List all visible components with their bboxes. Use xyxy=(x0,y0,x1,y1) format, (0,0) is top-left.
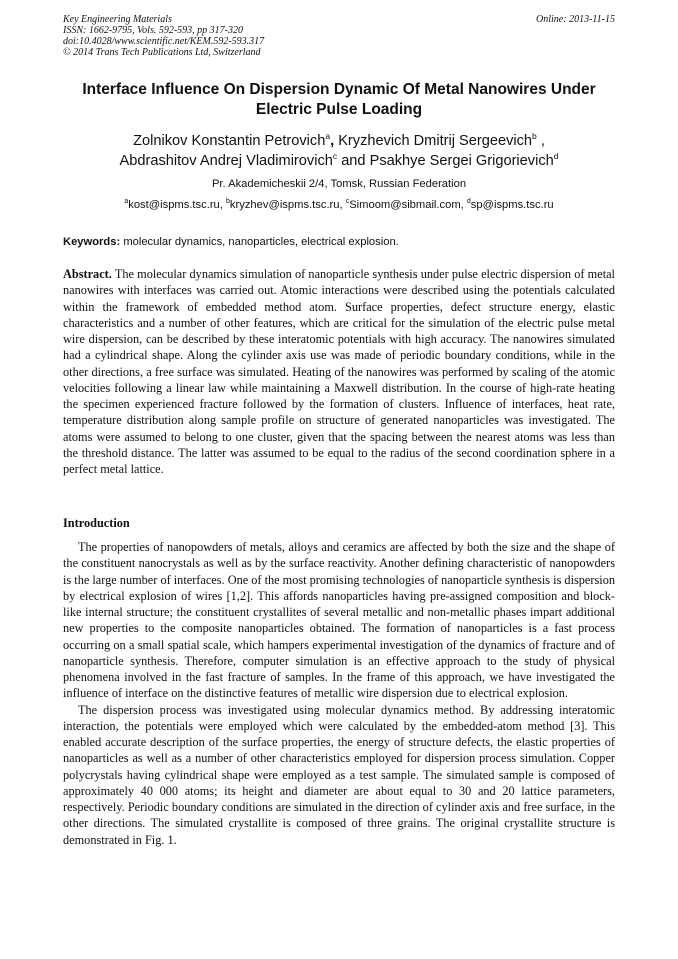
author-name: Abdrashitov Andrej Vladimirovich xyxy=(119,153,333,169)
author-name: Kryzhevich Dmitrij Sergeevich xyxy=(338,133,533,149)
online-date: Online: 2013-11-15 xyxy=(536,14,615,25)
affiliation-marker: a xyxy=(325,131,331,141)
affiliation-marker: b xyxy=(532,131,537,141)
email-marker: b xyxy=(226,198,230,205)
affiliation-address: Pr. Akademicheskii 2/4, Tomsk, Russian Federation xyxy=(211,178,467,190)
paragraph: The properties of nanopowders of metals, alloys and ceramics are affected by both the size and the shape of the constituent nanocrystals as well as by the surface reactivity. Another defining characteristic of nanopowders is the large number of interfaces. One of the most promising technologies of nanoparticle synthesis is dispersion by electrical explosion of wires [1,2]. This affords nanoparticles having pre-assigned composition and block-like internal structure; the constituent crystallites of several metallic and non-metallic phases impart additional new properties to the composite nanoparticles obtained. The formation of nanoparticles is a fast process occurring on a small spatial scale, which hampers experimental investigation of the dynamics of fracture and of nanoparticle synthesis. Therefore, computer simulation is an effective approach to the study of physical phenomena involved in the fast fracture of samples. In the frame of this approach, we have investigated the influence of interface on the distinctive features of metallic wire dispersion due to electrical explosion. xyxy=(63,540,615,701)
paper-title: Interface Influence On Dispersion Dynamic Of Metal Nanowires Under Electric Pulse Loading xyxy=(82,81,596,118)
keywords-block xyxy=(63,235,615,249)
affiliation-marker: d xyxy=(553,151,559,161)
email-address: kost@ispms.tsc.ru, xyxy=(128,199,223,211)
email-address: Simoom@sibmail.com, xyxy=(349,199,464,211)
doi-line: doi:10.4028/www.scientific.net/KEM.592-593.317 xyxy=(63,36,265,47)
affiliation-marker: c xyxy=(332,151,338,161)
author-name: Psakhye Sergei Grigorievich xyxy=(369,153,554,169)
email-address: sp@ispms.tsc.ru xyxy=(470,199,554,211)
author-conjunction: and xyxy=(341,153,366,169)
email-marker: a xyxy=(124,198,129,205)
abstract-text: The molecular dynamics simulation of nanoparticle synthesis under pulse electric dispersion of metal nanowires with interfaces was carried out. Atomic interactions were described using the potentials calculated within the framework of embedded method atom. Surface properties, defect structure energy, elastic characteristics and a number of other features, which are critical for the simulation of the electric pulse metal wire dispersion, can be described by these interatomic potentials with high accuracy. The nanowires simulated had a cylindrical shape. Along the cylinder axis use was made of periodic boundary conditions, while in the other directions, a free surface was simulated. Heating of the nanowires was performed by scaling of the atomic velocities following a linear law while maintaining a Maxwell distribution. In the course of high-rate heating the specimen experienced fracture followed by the formation of clusters. Influence of interfaces, heat rate, temperature distribution along sample profile on structure of generated nanoparticles was investigated. The atoms were assumed to belong to one cluster, given that the spacing between the nearest atoms was less than the threshold distance. The latter was assumed to be equal to the radius of the second coordination sphere in a perfect metal lattice. xyxy=(63,267,615,476)
copyright-line: © 2014 Trans Tech Publications Ltd, Switzerland xyxy=(63,47,261,58)
email-list xyxy=(63,198,615,212)
email-marker: d xyxy=(466,198,471,205)
author-list: Zolnikov Konstantin Petrovich$^a$, Kryzhevich Dmitrij Sergeevich$^b$ , Abdrashitov Andrej Vladimirovich$^c$ and Psakhye Sergei Grigorievich$^d$ xyxy=(119,131,559,169)
journal-header xyxy=(63,14,615,58)
journal-name: Key Engineering Materials xyxy=(63,14,172,25)
keywords-label: Keywords: xyxy=(63,236,121,248)
paragraph: The dispersion process was investigated using molecular dynamics method. By addressing interatomic interaction, the potentials were employed which were calculated by the embedded-atom method [3]. This enabled accurate description of the surface properties, the energy of structure defects, the elastic properties of nanoparticles as well as a number of other characteristics employed for dispersion process simulation. Copper polycrystals having cylindrical shape were employed as a test sample. The simulated sample is composed of approximately 40 000 atoms; its height and diameter are about equal to 30 and 20 lattice parameters, respectively. Periodic boundary conditions are simulated in the direction of cylinder axis and free surface, in the other directions. The simulated crystallite is composed of three grains. The original crystallite structure is demonstrated in Fig. 1. xyxy=(63,702,615,847)
abstract-block xyxy=(63,266,615,477)
keywords-text: molecular dynamics, nanoparticles, electrical explosion. xyxy=(123,236,399,248)
abstract-label: Abstract. xyxy=(63,267,112,281)
issn-line: ISSN: 1662-9795, Vols. 592-593, pp 317-320 xyxy=(63,25,243,36)
introduction-body xyxy=(63,539,615,848)
email-marker: c xyxy=(345,198,350,205)
introduction-heading: Introduction xyxy=(63,516,130,530)
email-address: kryzhev@ispms.tsc.ru, xyxy=(229,199,343,211)
author-name: Zolnikov Konstantin Petrovich xyxy=(133,133,326,149)
